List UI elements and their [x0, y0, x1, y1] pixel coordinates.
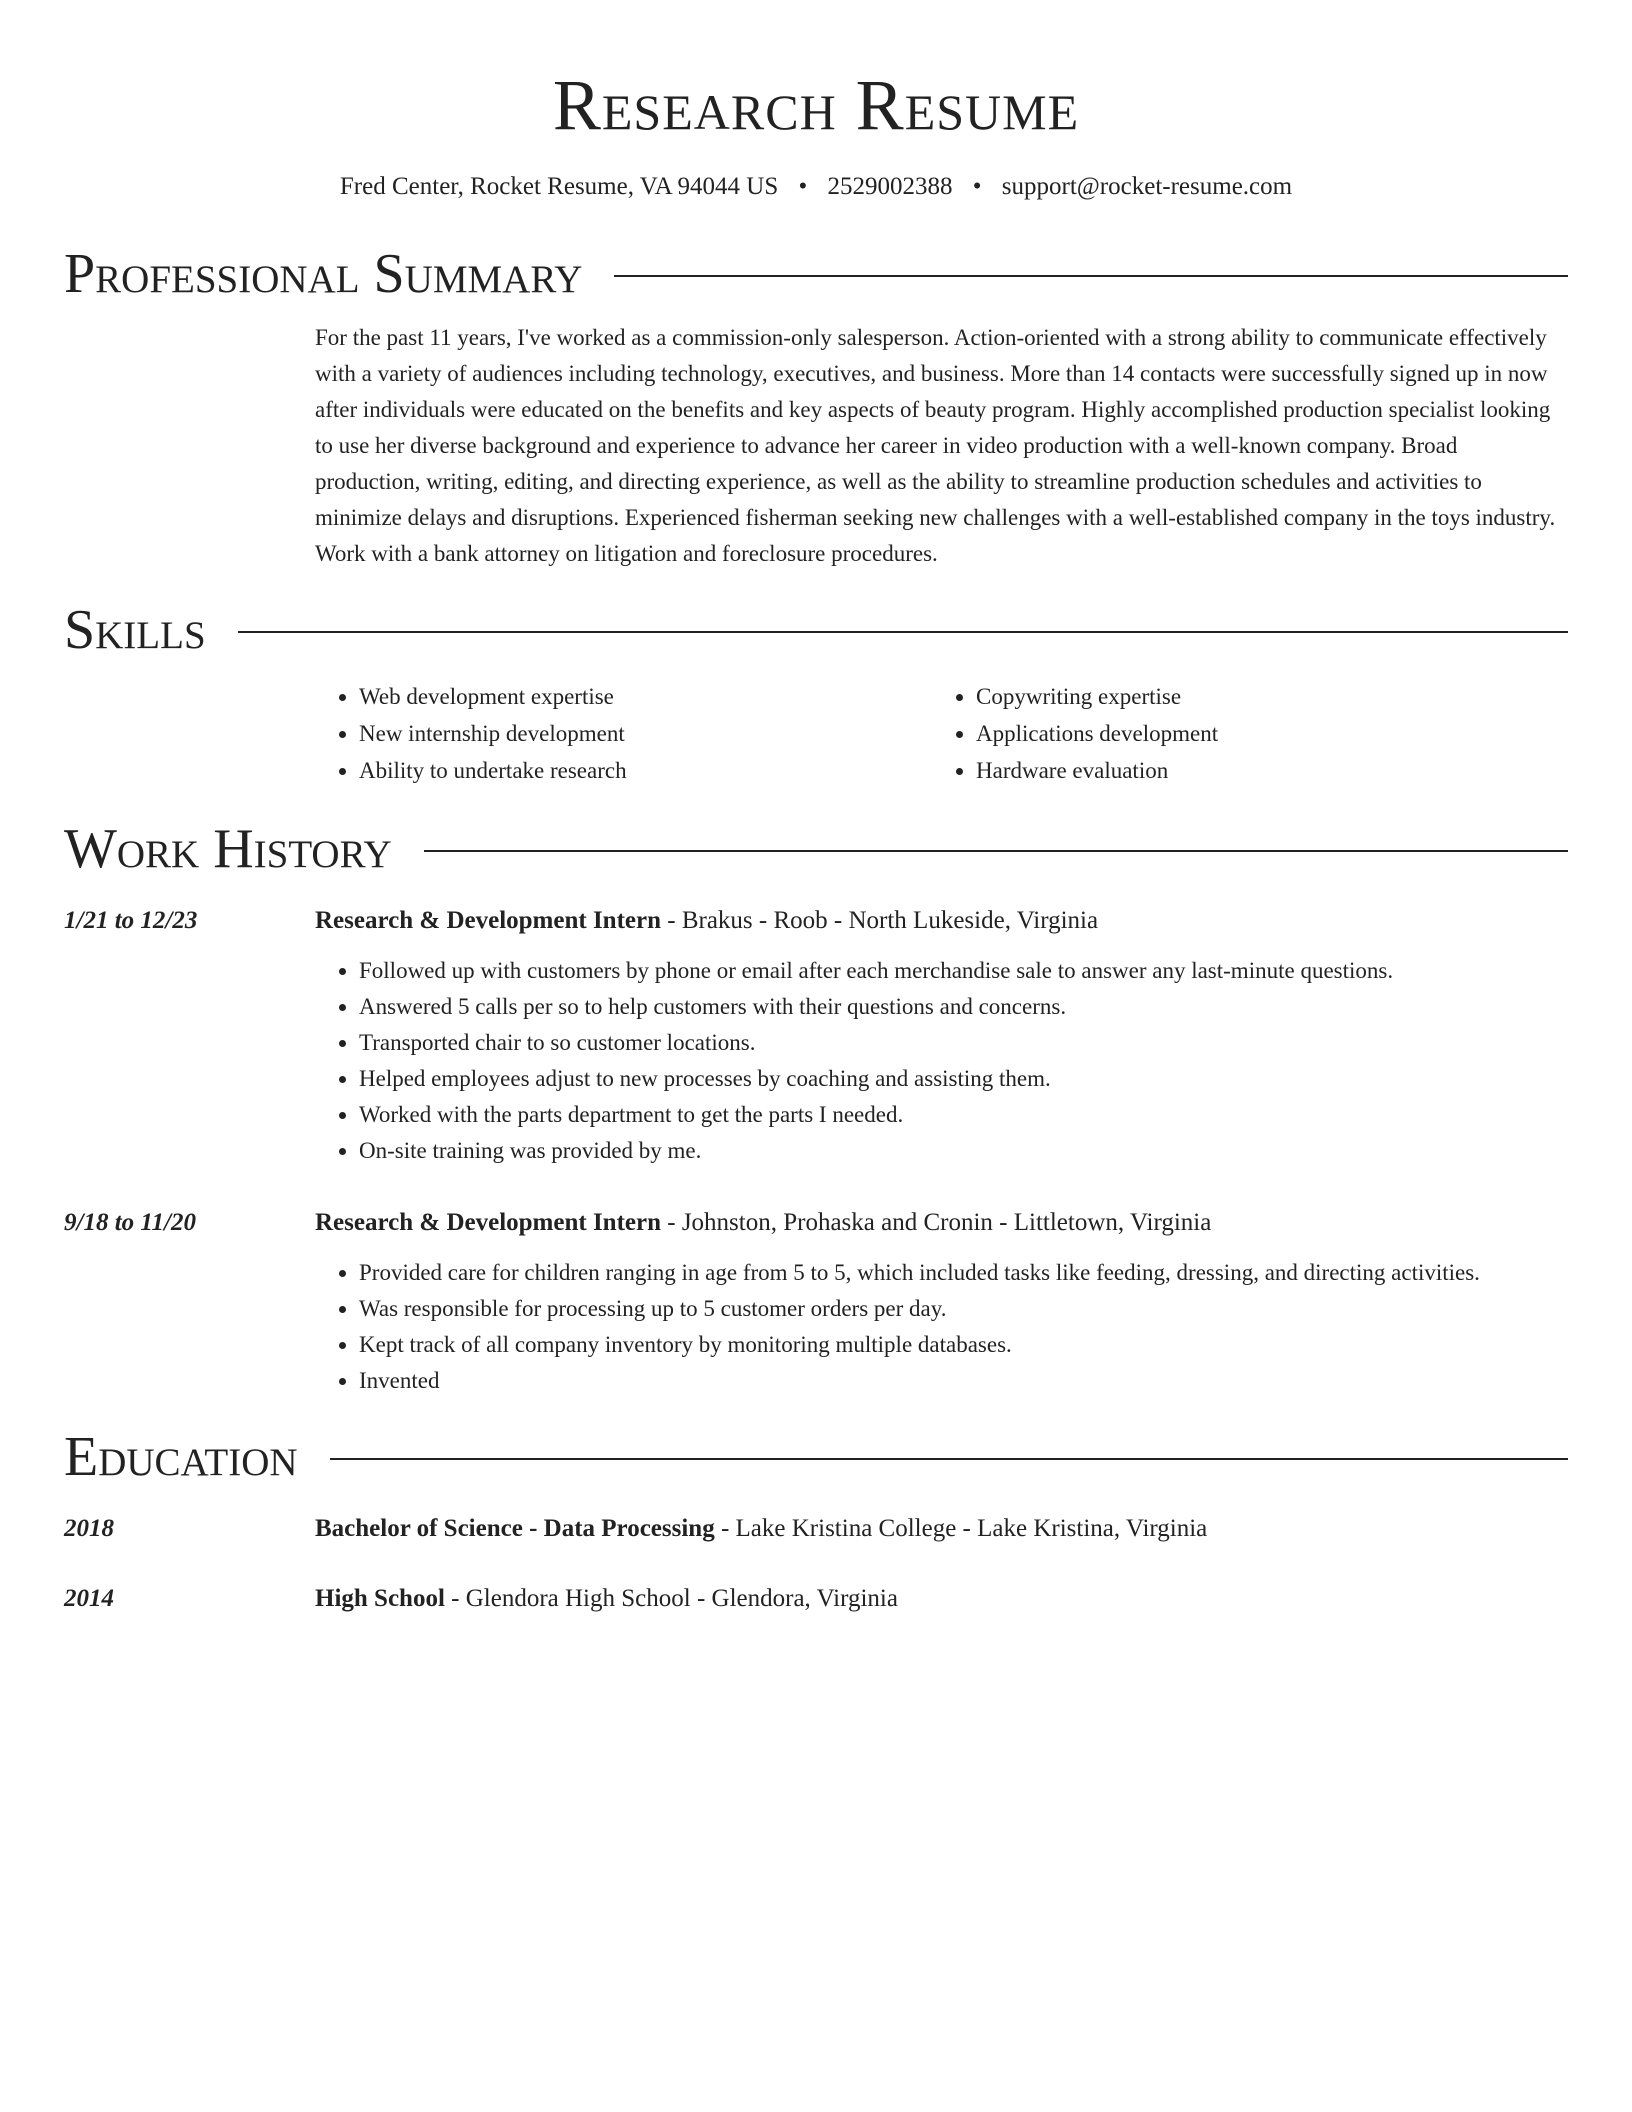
education-main — [315, 1581, 1568, 1617]
job-title: Research & Development Intern — [315, 1209, 661, 1236]
job-bullet: • Invented — [359, 1363, 1568, 1399]
job-bullet: • Kept track of all company inventory by monitoring multiple databases. — [359, 1327, 1568, 1363]
education-main — [315, 1511, 1568, 1547]
skills-column-left — [315, 678, 932, 789]
resume-title: Research Resume — [552, 65, 1080, 145]
work-section-header — [64, 817, 1568, 881]
contact-address: Fred Center, Rocket Resume, VA 94044 US — [339, 173, 779, 200]
section-divider — [614, 275, 1568, 277]
summary-body — [315, 320, 1568, 572]
contact-separator: • — [798, 173, 808, 200]
section-divider — [424, 850, 1568, 852]
education-year: 2018 — [64, 1515, 114, 1542]
summary-text: For the past 11 years, I've worked as a commission-only salesperson. Action-oriented with a strong ability to communicate effectively with a variety of audiences including technology, executives, and business. More than 14 contacts were successfully signed up in now after individuals were educated on the benefits and key aspects of beauty program. Highly accomplished production specialist looking to use her diverse background and experience to advance her career in video production with a well-known company. Broad production, writing, editing, and directing experience, as well as the ability to streamline production schedules and activities to minimize delays and disruptions. Experienced fisherman seeking new challenges with a well-established company in the toys industry. Work with a bank attorney on litigation and foreclosure procedures. — [315, 325, 1556, 566]
education-entry — [64, 1511, 1568, 1547]
skills-body — [315, 678, 1568, 789]
job-title: Research & Development Intern — [315, 907, 661, 934]
job-bullets — [315, 1255, 1568, 1399]
contact-line — [64, 170, 1568, 204]
education-degree: Bachelor of Science - Data Processing — [315, 1515, 715, 1542]
job-bullet: • Provided care for children ranging in age from 5 to 5, which included tasks like feeding, dressing, and directing activities. — [359, 1255, 1568, 1291]
job-bullet: • Worked with the parts department to get the parts I needed. — [359, 1097, 1568, 1133]
skills-grid — [315, 678, 1568, 789]
education-section-header — [64, 1425, 1568, 1489]
education-year: 2014 — [64, 1585, 114, 1612]
work-heading: Work History — [64, 818, 392, 880]
contact-email: support@rocket-resume.com — [1001, 173, 1293, 200]
summary-heading: Professional Summary — [64, 243, 583, 305]
contact-phone: 2529002388 — [827, 173, 953, 200]
education-details: - Lake Kristina College - Lake Kristina, Virginia — [714, 1515, 1208, 1542]
job-dates: 1/21 to 12/23 — [64, 907, 198, 934]
job-details: - Brakus - Roob - North Lukeside, Virginia — [661, 907, 1099, 934]
skills-section-header — [64, 598, 1568, 662]
education-heading-line — [315, 1511, 1568, 1547]
skill-item: • Applications development — [976, 715, 1568, 752]
summary-section-header — [64, 242, 1568, 306]
skills-heading: Skills — [64, 599, 206, 661]
education-degree: High School — [315, 1585, 445, 1612]
job-entry — [64, 903, 1568, 1169]
contact-separator: • — [972, 173, 982, 200]
section-divider — [238, 631, 1568, 633]
job-heading — [315, 903, 1568, 939]
job-bullet: • On-site training was provided by me. — [359, 1133, 1568, 1169]
job-bullet: • Was responsible for processing up to 5 customer orders per day. — [359, 1291, 1568, 1327]
job-details: - Johnston, Prohaska and Cronin - Littletown, Virginia — [661, 1209, 1212, 1236]
education-heading-line — [315, 1581, 1568, 1617]
job-entry — [64, 1205, 1568, 1399]
skill-item: • Web development expertise — [359, 678, 932, 715]
job-bullet: • Answered 5 calls per so to help customers with their questions and concerns. — [359, 989, 1568, 1025]
education-entry — [64, 1581, 1568, 1617]
job-bullet: • Transported chair to so customer locations. — [359, 1025, 1568, 1061]
job-bullet: • Helped employees adjust to new processes by coaching and assisting them. — [359, 1061, 1568, 1097]
job-bullets — [315, 953, 1568, 1169]
skill-item: • Hardware evaluation — [976, 752, 1568, 789]
education-details: - Glendora High School - Glendora, Virginia — [444, 1585, 898, 1612]
job-heading — [315, 1205, 1568, 1241]
skill-item: • Ability to undertake research — [359, 752, 932, 789]
skill-item: • Copywriting expertise — [976, 678, 1568, 715]
job-bullet: • Followed up with customers by phone or email after each merchandise sale to answer any last-minute questions. — [359, 953, 1568, 989]
skill-item: • New internship development — [359, 715, 932, 752]
job-main — [315, 903, 1568, 1169]
section-divider — [330, 1458, 1568, 1460]
resume-page — [64, 0, 1568, 1617]
job-dates: 9/18 to 11/20 — [64, 1209, 196, 1236]
job-main — [315, 1205, 1568, 1399]
skills-column-right — [932, 678, 1568, 789]
education-heading: Education — [64, 1426, 298, 1488]
